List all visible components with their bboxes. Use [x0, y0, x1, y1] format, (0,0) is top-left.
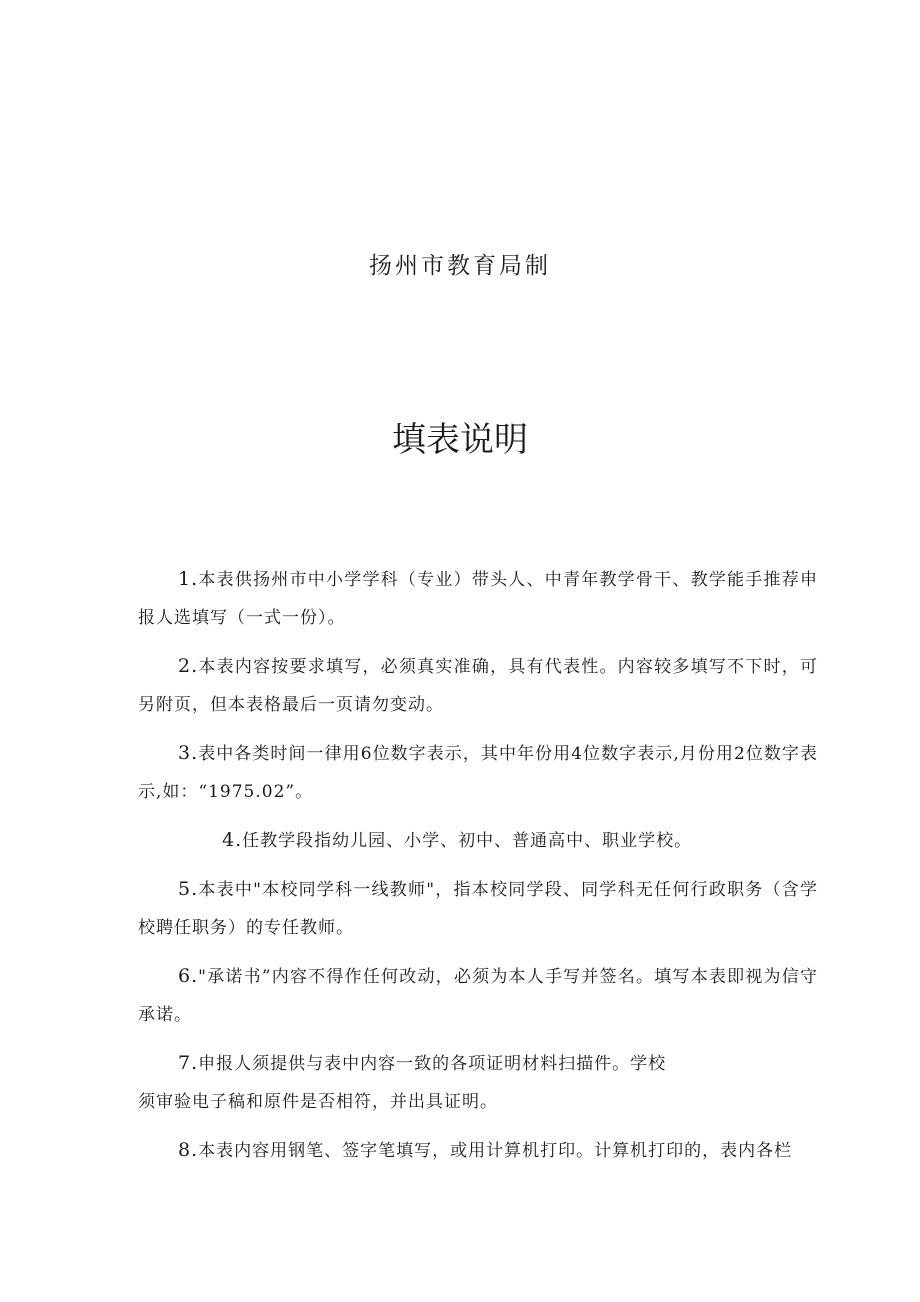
item-number: 1. [178, 568, 199, 590]
instruction-item-5 [138, 870, 818, 947]
item-text: 本表中"本校同学科一线教师"，指本校同学段、同学科无任何行政职务（含学校聘任职务）的专任教师。 [138, 880, 818, 938]
instruction-item-2 [138, 647, 818, 724]
issuer-line: 扬州市教育局制 [369, 253, 551, 279]
item-text: "承诺书”内容不得作任何改动，必须为本人手写并签名。填写本表即视为信守承诺。 [138, 967, 818, 1025]
item-number: 7. [178, 1052, 199, 1074]
item-number: 6. [178, 965, 199, 987]
instructions-body [138, 560, 818, 1180]
item-text: 任教学段指幼儿园、小学、初中、普通高中、职业学校。 [242, 831, 693, 851]
item-number: 3. [178, 742, 199, 764]
item-number: 8. [178, 1139, 199, 1161]
item-text: 表中各类时间一律用6位数字表示，其中年份用4位数字表示,月份用2位数字表示,如：“1975.02”。 [138, 744, 818, 802]
instruction-item-1 [138, 560, 818, 637]
item-text-line-1: 申报人须提供与表中内容一致的各项证明材料扫描件。学校 [198, 1054, 667, 1074]
item-number: 4. [222, 829, 243, 851]
instruction-item-4 [138, 821, 818, 860]
item-text: 本表内容用钢笔、签字笔填写，或用计算机打印。计算机打印的，表内各栏 [198, 1141, 793, 1161]
instruction-item-8 [138, 1131, 818, 1170]
item-text-line-2: 须审验电子稿和原件是否相符，并出具证明。 [138, 1092, 498, 1112]
item-number: 2. [178, 655, 199, 677]
instruction-item-6 [138, 957, 818, 1034]
item-text: 本表供扬州市中小学学科（专业）带头人、中青年教学骨干、教学能手推荐申报人选填写（一式一份）。 [138, 570, 818, 628]
item-number: 5. [178, 878, 199, 900]
instruction-item-3 [138, 734, 818, 811]
item-text: 本表内容按要求填写，必须真实准确，具有代表性。内容较多填写不下时，可另附页，但本表格最后一页请勿变动。 [138, 657, 818, 715]
instruction-item-7 [138, 1044, 818, 1121]
page-title: 填表说明 [392, 420, 528, 460]
